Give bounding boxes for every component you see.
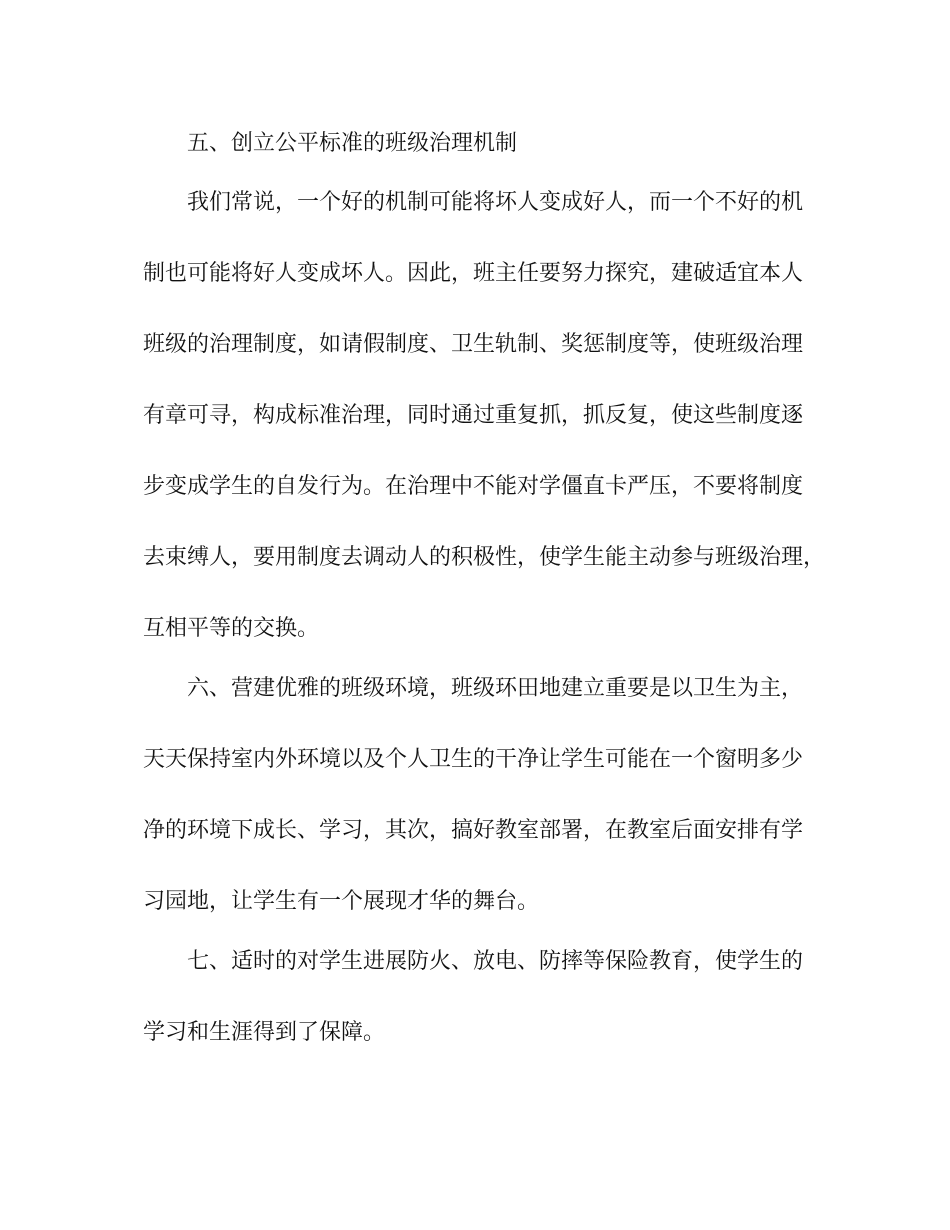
paragraph-line: 步变成学生的自发行为。在治理中不能对学僵直卡严压，不要将制度 [143, 474, 804, 499]
paragraph-line: 班级的治理制度，如请假制度、卫生轨制、奖惩制度等，使班级治理 [143, 332, 804, 357]
paragraph-line: 净的环境下成长、学习，其次，搞好教室部署，在教室后面安排有学 [143, 818, 804, 843]
paragraph-line: 去束缚人，要用制度去调动人的积极性，使学生能主动参与班级治理， [143, 545, 826, 570]
paragraph-line: 互相平等的交换。 [143, 616, 320, 641]
paragraph-line: 习园地，让学生有一个展现才华的舞台。 [143, 889, 540, 914]
paragraph-line: 有章可寻，构成标准治理，同时通过重复抓，抓反复，使这些制度逐 [143, 403, 804, 428]
paragraph-line: 学习和生涯得到了保障。 [143, 1020, 386, 1045]
paragraph-line: 六、营建优雅的班级环境，班级环田地建立重要是以卫生为主， [187, 676, 804, 701]
paragraph-line: 七、适时的对学生进展防火、放电、防摔等保险教育，使学生的 [187, 949, 804, 974]
paragraph-line: 我们常说，一个好的机制可能将坏人变成好人，而一个不好的机 [187, 190, 804, 215]
paragraph-line: 制也可能将好人变成坏人。因此，班主任要努力探究，建破适宜本人 [143, 261, 804, 286]
paragraph-line: 天天保持室内外环境以及个人卫生的干净让学生可能在一个窗明多少 [143, 747, 804, 772]
section-heading-five: 五、创立公平标准的班级治理机制 [187, 131, 518, 156]
